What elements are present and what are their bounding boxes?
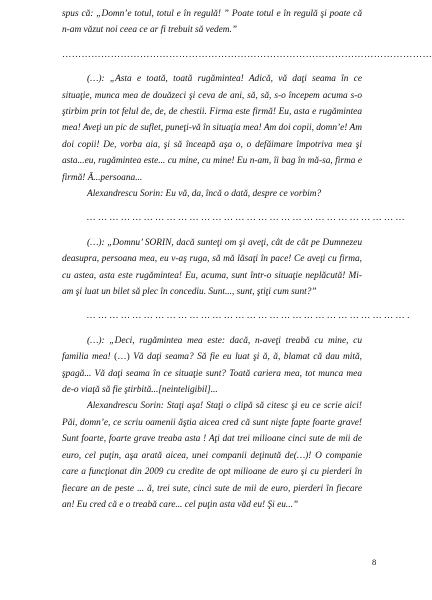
paragraph-9: Alexandrescu Sorin: Staţi aşa! Staţi o clipă să citesc şi eu ce scrie aici! Păi, domn’e, ce scriu oamenii ăştia aicea cred că sunt nişte fapte foarte grave! Sunt foarte, foarte grave treaba asta ! Aţi dat trei milioane cinci sute de mii de euro, cel puţin, aşa arată aicea, unei companii deţinută de(…)! O companie care a funcţionat din 2009 cu credite de opt milioane de euro şi cu pierderi în fiecare an de peste ... ă, trei sute, cinci sute de mii de euro, pierderi în fiecare an! Eu cred că e o treabă care... cel puţin asta văd eu! Şi eu...”	[62, 401, 362, 510]
ellipsis-separator-3: … … … … … … … … … … … … … … … … … … … … … … … … … … … … .	[87, 311, 411, 322]
ellipsis-separator-2: … … … … … … … … … … … … … … … … … … … … … … … … … … … …	[87, 213, 405, 224]
paragraph-8: (…): „Deci, rugămintea mea este: dacă, n-aveţi treabă cu mine, cu familia mea! (…) Vă daţi seama? Să fie eu luat şi ă, ă, blamat că dau mită, şpagă... Vă daţi seama în ce situaţie sunt? Toată cariera mea, tot munca mea de-o viaţă să fie ştirbită...[neinteligibil]...	[62, 335, 362, 396]
ellipsis-separator-1: ……………………………………………………………………………………………………	[62, 49, 432, 60]
paragraph-3: (…): „Asta e toată, toată rugămintea! Adică, vă daţi seama în ce situaţie, munca mea de douăzeci şi ceva de ani, să, să, s-o începem acuma s-o ştirbim prin tot felul de, de, de chestii. Firma este firmă! Eu, asta e rugămintea mea! Aveţi un pic de suflet, puneţi-vă în situaţia mea! Am doi copii, domn’e! Am doi copii! De, vorba aia, şi să înceapă aşa o, o defăimare împotriva mea şi asta...eu, rugămintea este... cu mine, cu mine! Eu n-am, îi bag în mă-sa, firma e firmă! Ă...persoana...	[62, 74, 362, 183]
paragraph-1: spus că: „Domn’e totul, totul e în regulă! ” Poate totul e în regulă şi poate că n-am văzut noi ceea ce ar fi trebuit să vedem.”	[62, 9, 362, 36]
paragraph-6: (…): „Domnu’ SORIN, dacă sunteţi om şi aveţi, cât de cât pe Dumnezeu deasupra, persoana mea, eu v-aş ruga, să mă lăsaţi în pace! Ce aveţi cu firma, cu astea, asta este rugămintea! Eu, acuma, sunt într-o situaţie neplăcută! Mi-am şi luat un bilet să plec în concediu. Sunt..., sunt, ştiţi cum sunt?”	[62, 237, 362, 298]
paragraph-4: Alexandrescu Sorin: Eu vă, da, încă o dată, despre ce vorbim?	[87, 189, 322, 200]
document-text	[62, 6, 432, 513]
page-number: 8	[372, 557, 377, 567]
